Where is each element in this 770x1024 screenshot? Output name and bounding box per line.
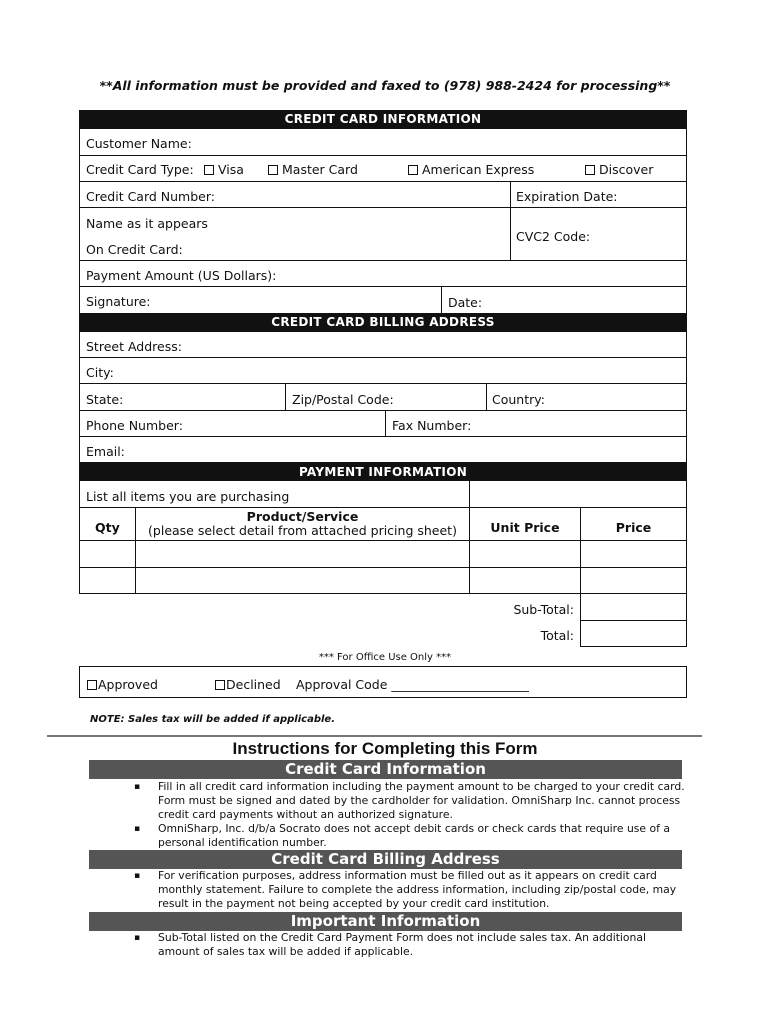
instructions-title: Instructions for Completing this Form — [232, 739, 538, 758]
card-type-label: Credit Card Type: — [86, 162, 194, 177]
master-card-option[interactable]: Master Card — [268, 162, 358, 177]
card-number-label[interactable]: Credit Card Number: — [86, 189, 215, 204]
list-items-label: List all items you are purchasing — [86, 489, 290, 504]
customer-name-label[interactable]: Customer Name: — [86, 136, 192, 151]
sales-tax-note: NOTE: Sales tax will be added if applicable. — [90, 714, 335, 725]
name-appears-label: Name as it appears — [86, 216, 208, 231]
divider — [47, 735, 702, 737]
date-label[interactable]: Date: — [448, 295, 483, 310]
unit-price-header: Unit Price — [490, 520, 560, 535]
checkbox-icon[interactable] — [268, 165, 278, 175]
instruction-bullet-1: Fill in all credit card information including the payment amount to be charged to your credit card. Form must be signed and dated by the cardholder for validation. OmniSharp Inc. cannot process credit card payments without an authorized signature. — [158, 780, 685, 821]
zip-label[interactable]: Zip/Postal Code: — [292, 392, 394, 407]
checkbox-icon[interactable] — [215, 680, 225, 690]
discover-option[interactable]: Discover — [585, 162, 653, 177]
bullet-icon: ▪ — [134, 782, 141, 792]
amount-label[interactable]: Payment Amount (US Dollars): — [86, 268, 277, 283]
amex-option[interactable]: American Express — [408, 162, 534, 177]
product-subheader: (please select detail from attached pricing sheet) — [148, 523, 457, 538]
instr-section-billing: Credit Card Billing Address — [89, 850, 682, 869]
bullet-icon: ▪ — [134, 933, 141, 943]
instruction-bullet-3: For verification purposes, address information must be filled out as it appears on credit card monthly statement. Failure to complete the address information, including zip/postal code, may result in the payment not being accepted by your credit card institution. — [158, 869, 677, 910]
product-header: Product/Service — [246, 509, 359, 524]
visa-option[interactable]: Visa — [204, 162, 244, 177]
signature-label[interactable]: Signature: — [86, 294, 151, 309]
bullet-icon: ▪ — [134, 871, 141, 881]
declined-option[interactable]: Declined — [215, 677, 281, 692]
checkbox-icon[interactable] — [408, 165, 418, 175]
cvc-label[interactable]: CVC2 Code: — [516, 229, 591, 244]
phone-label[interactable]: Phone Number: — [86, 418, 183, 433]
office-use-label: *** For Office Use Only *** — [318, 652, 452, 663]
section-header-credit-card: CREDIT CARD INFORMATION — [79, 110, 687, 128]
instr-section-important: Important Information — [89, 912, 682, 931]
on-card-label[interactable]: On Credit Card: — [86, 242, 183, 257]
state-label[interactable]: State: — [86, 392, 124, 407]
fax-label[interactable]: Fax Number: — [392, 418, 472, 433]
subtotal-label: Sub-Total: — [513, 602, 574, 617]
instruction-bullet-4: Sub-Total listed on the Credit Card Payment Form does not include sales tax. An additional amount of sales tax will be added if applicable. — [158, 931, 646, 958]
section-header-payment: PAYMENT INFORMATION — [79, 463, 687, 481]
checkbox-icon[interactable] — [87, 680, 97, 690]
fax-notice: **All information must be provided and faxed to (978) 988-2424 for processing** — [99, 78, 671, 93]
instruction-bullet-2: OmniSharp, Inc. d/b/a Socrato does not accept debit cards or check cards that require use of a personal identification number. — [158, 822, 670, 849]
section-header-billing: CREDIT CARD BILLING ADDRESS — [79, 313, 687, 331]
checkbox-icon[interactable] — [585, 165, 595, 175]
email-label[interactable]: Email: — [86, 444, 125, 459]
checkbox-icon[interactable] — [204, 165, 214, 175]
approval-code-field[interactable]: Approval Code ______________________ — [296, 677, 529, 692]
price-header: Price — [615, 520, 652, 535]
total-label: Total: — [540, 628, 574, 643]
instr-section-credit-card: Credit Card Information — [89, 760, 682, 779]
qty-header: Qty — [95, 520, 120, 535]
approved-option[interactable]: Approved — [87, 677, 158, 692]
country-label[interactable]: Country: — [492, 392, 545, 407]
bullet-icon: ▪ — [134, 824, 141, 834]
expiration-label[interactable]: Expiration Date: — [516, 189, 618, 204]
street-label[interactable]: Street Address: — [86, 339, 182, 354]
city-label[interactable]: City: — [86, 365, 114, 380]
